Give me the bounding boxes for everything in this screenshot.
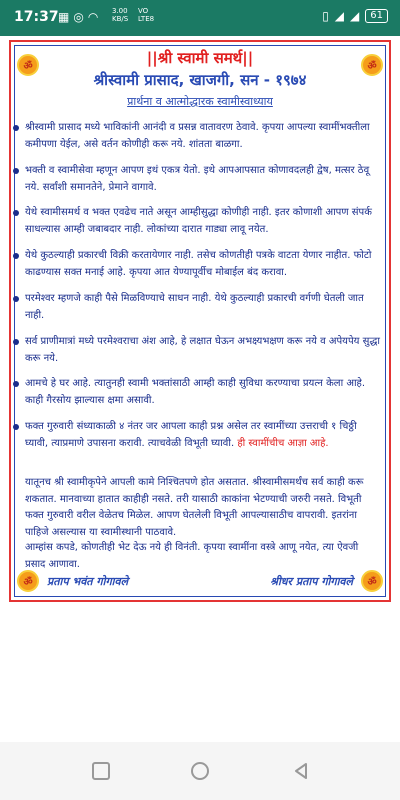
om-icon: ॐ bbox=[361, 570, 383, 592]
request-paragraph: आम्हांस कपडे, कोणतीही भेट देऊ नये ही विनंती. कृपया स्वामींना वस्त्रे आणू नयेत, त्या ऐवजी प्रसाद आणावा. bbox=[25, 542, 359, 570]
rule-item: सर्व प्राणीमात्रां मध्ये परमेश्वराचा अंश आहे, हे लक्षात घेऊन अभक्ष्यभक्षण करू नये व अपेयपेय सुद्धा करू नये. bbox=[25, 334, 381, 367]
whatsapp-icon: ◎ bbox=[73, 10, 84, 24]
notice-title: ||श्री स्वामी समर्थ|| bbox=[146, 49, 254, 67]
notification-icons bbox=[58, 10, 98, 24]
emphasis-text: ही स्वामींचीच आज्ञा आहे. bbox=[237, 437, 329, 449]
rule-item: श्रीस्वामी प्रासाद मध्ये भाविकांनी आनंदी व प्रसन्न वातावरण ठेवावे. कृपया आपल्या स्वामींभक्तीला कमीपणा येईल, असे वर्तन कोणीही करू नये. शांतता बाळगा. bbox=[25, 120, 381, 153]
battery-icon: 61 bbox=[365, 9, 388, 23]
notice-document bbox=[9, 40, 391, 602]
signal-icon: ◢ bbox=[334, 9, 345, 23]
rule-item: भक्ती व स्वामीसेवा म्हणून आपण इथं एकत्र येतो. इथे आपआपसात कोणावदलही द्वेष, मत्सर ठेवू नये. सर्वांशी समानतेने, प्रेमाने वागावे. bbox=[25, 163, 381, 196]
signature-left: प्रताप भवंत गोगावले bbox=[47, 575, 129, 588]
rule-item: फक्त गुरुवारी संध्याकाळी ४ नंतर जर आपला काही प्रश्न असेल तर स्वामींच्या उत्तराची १ चिठ्ठी घ्यावी, त्याप्रमाणे उपासना करावी. त्याचवेळी विभूती घ्यावी. ही स्वामींचीच आज्ञा आहे. bbox=[25, 419, 381, 452]
closing-paragraph: यातूनच श्री स्वामीकृपेने आपली कामे निश्चितपणे होत असतात. श्रीस्वामीसमर्थंच सर्व काही करू शकतात. मानवाच्या हातात काहीही नसते. तरी यासाठी काकांना भेटण्याची जरुरी नसते. विभूती फक्त गुरुवारी वरील वेळेतच मिळेल. आपण घेतलेली विभूती आपल्यासाठीच वापरावी. इतरांना पाहिजे असल्यास या स्वामीस्थानी पाठवावे. bbox=[25, 477, 364, 538]
notice-subtitle: श्रीस्वामी प्रासाद, खाजगी, सन - १९७४ bbox=[93, 71, 307, 89]
clock: 17:37 bbox=[14, 9, 59, 25]
rule-item: येथे कुठल्याही प्रकारची विक्री करतायेणार नाही. तसेच कोणतीही पत्रके वाटता येणार नाहीत. फोटो काढण्यास सक्त मनाई आहे. कृपया आत येण्यापूर्वीच मोबाईल बंद करावा. bbox=[25, 248, 381, 281]
vibrate-icon: ▯ bbox=[322, 9, 329, 23]
signal-icon-2: ◢ bbox=[350, 9, 360, 23]
status-bar bbox=[0, 0, 400, 36]
om-icon: ॐ bbox=[361, 54, 383, 76]
rule-item: आमचे हे घर आहे. त्यातुनही स्वामी भक्तांसाठी आम्ही काही सुविधा करण्याचा प्रयत्न केला आहे. काही गैरसोय झाल्यास क्षमा असावी. bbox=[25, 376, 381, 409]
om-icon: ॐ bbox=[17, 570, 39, 592]
volte-indicator: VO LTE8 bbox=[138, 7, 155, 23]
wifi-icon: ◠ bbox=[87, 10, 99, 24]
signature-right: श्रीधर प्रताप गोगावले bbox=[270, 575, 353, 588]
notice-tagline: प्रार्थना व आत्मोद्धारक स्वामीस्वाध्याय bbox=[127, 95, 273, 108]
navigation-bar bbox=[0, 742, 400, 800]
back-button[interactable] bbox=[292, 762, 310, 780]
net-speed: 3.00 KB/S bbox=[112, 7, 129, 23]
app-icon: ▦ bbox=[58, 10, 70, 24]
om-icon: ॐ bbox=[17, 54, 39, 76]
rule-item: येथे स्वामीसमर्थ व भक्त एवढेच नाते असून आम्हीसुद्धा कोणीही नाही. इतर कोणाशी आपण संपर्क साधल्यास आम्ही जबाबदार नाही. लोकांच्या दारात गाड्या लावू नयेत. bbox=[25, 205, 381, 238]
home-button[interactable] bbox=[191, 762, 209, 780]
recent-apps-button[interactable] bbox=[92, 762, 110, 780]
back-icon bbox=[292, 762, 310, 780]
rule-item: परमेश्वर म्हणजे काही पैसे मिळविण्याचे साधन नाही. येथे कुठल्याही प्रकारची वर्गणी घेतली जात नाही. bbox=[25, 291, 381, 324]
